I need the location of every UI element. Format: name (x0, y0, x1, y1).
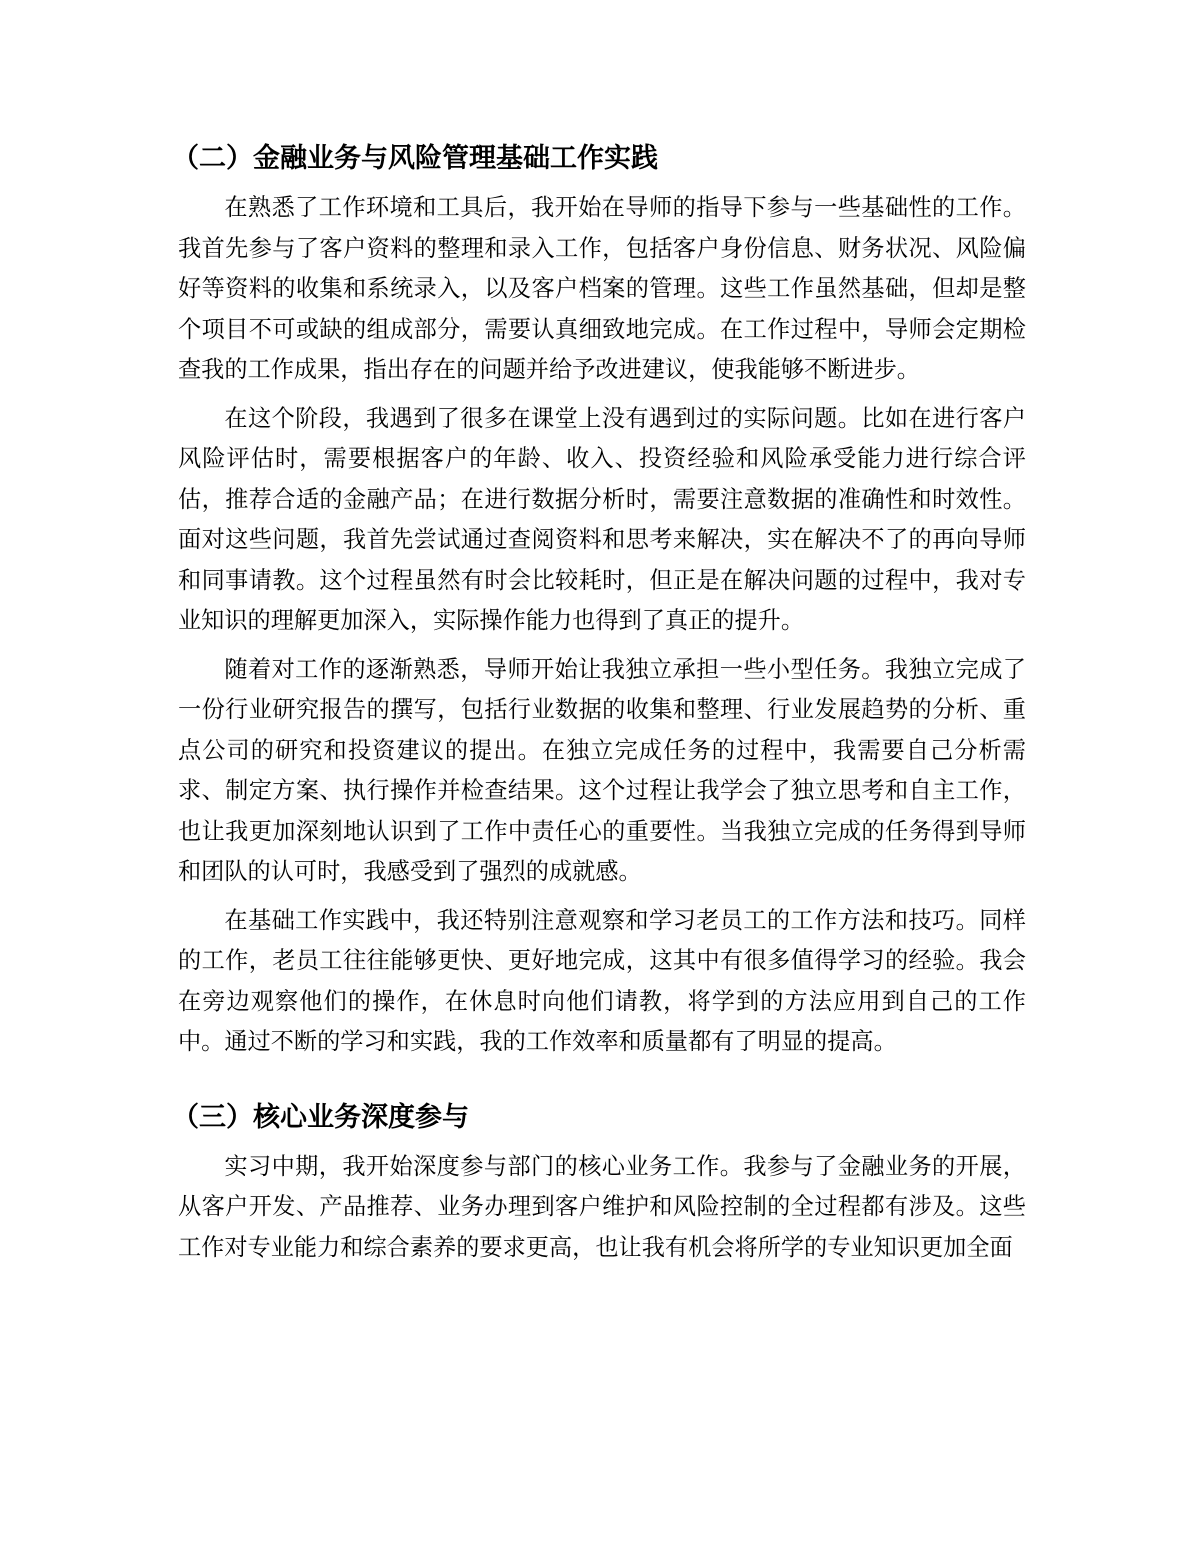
section-heading-three: （三）核心业务深度参与 (172, 1101, 469, 1133)
paragraph-core-business: 实习中期，我开始深度参与部门的核心业务工作。我参与了金融业务的开展，从客户开发、产品推荐、业务办理到客户维护和风险控制的全过程都有涉及。这些工作对专业能力和综合素养的要求更高，也让我有机会将所学的专业知识更加全面 (178, 1152, 1026, 1261)
section-heading-two: （二）金融业务与风险管理基础工作实践 (172, 143, 658, 174)
paragraph-practical-problems: 在这个阶段，我遇到了很多在课堂上没有遇到过的实际问题。比如在进行客户风险评估时，需要根据客户的年龄、收入、投资经验和风险承受能力进行综合评估，推荐合适的金融产品；在进行数据分析时，需要注意数据的准确性和时效性。面对这些问题，我首先尝试通过查阅资料和思考来解决，实在解决不了的再向导师和同事请教。这个过程虽然有时会比较耗时，但正是在解决问题的过程中，我对专业知识的理解更加深入，实际操作能力也得到了真正的提升。 (178, 404, 1026, 634)
page-content (172, 136, 1026, 1276)
paragraph-basic-work: 在熟悉了工作环境和工具后，我开始在导师的指导下参与一些基础性的工作。我首先参与了客户资料的整理和录入工作，包括客户身份信息、财务状况、风险偏好等资料的收集和系统录入，以及客户档案的管理。这些工作虽然基础，但却是整个项目不可或缺的组成部分，需要认真细致地完成。在工作过程中，导师会定期检查我的工作成果，指出存在的问题并给予改进建议，使我能够不断进步。 (178, 194, 1026, 383)
paragraph-independent-tasks: 随着对工作的逐渐熟悉，导师开始让我独立承担一些小型任务。我独立完成了一份行业研究报告的撰写，包括行业数据的收集和整理、行业发展趋势的分析、重点公司的研究和投资建议的提出。在独立完成任务的过程中，我需要自己分析需求、制定方案、执行操作并检查结果。这个过程让我学会了独立思考和自主工作，也让我更加深刻地认识到了工作中责任心的重要性。当我独立完成的任务得到导师和团队的认可时，我感受到了强烈的成就感。 (178, 655, 1026, 885)
paragraph-learning-from-staff: 在基础工作实践中，我还特别注意观察和学习老员工的工作方法和技巧。同样的工作，老员工往往能够更快、更好地完成，这其中有很多值得学习的经验。我会在旁边观察他们的操作，在休息时向他们请教，将学到的方法应用到自己的工作中。通过不断的学习和实践，我的工作效率和质量都有了明显的提高。 (178, 906, 1026, 1055)
